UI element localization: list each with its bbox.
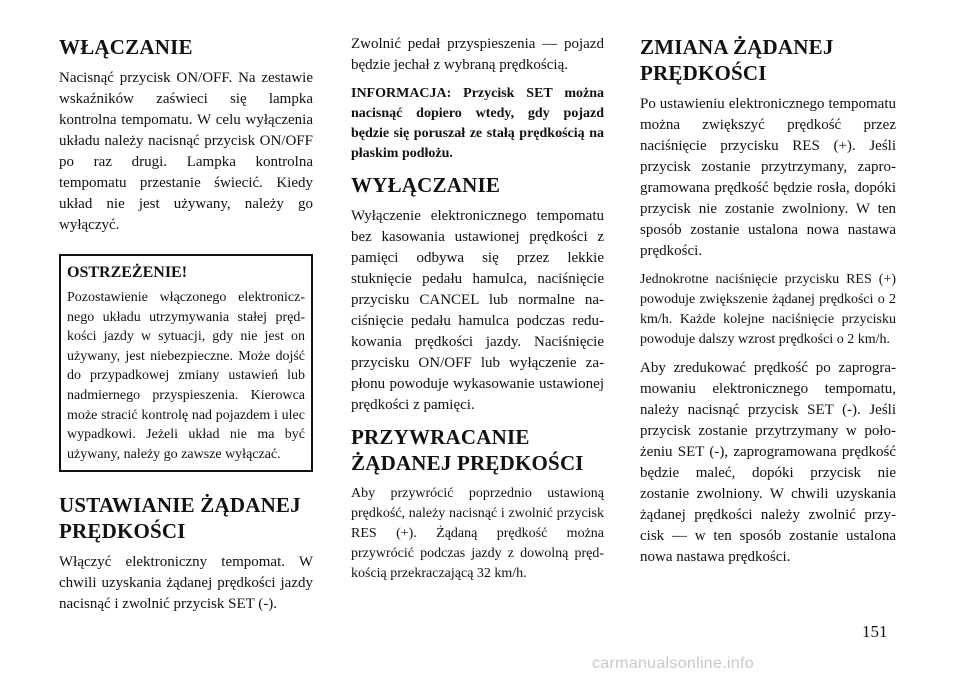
- heading-switching-off: WYŁĄCZANIE: [351, 173, 501, 197]
- watermark: carmanualsonline.info: [592, 655, 754, 672]
- paragraph-switching-off: Wyłączenie elektronicznego tempomatu bez kasowania ustawionej prędkości z pamięci odbywa się przez lekkie stuknięcie pedału hamulca, naciśnięcie przycisku CANCEL lub normalne naciśnięcie pedału hamulca podczas redukowania prędkości jazdy. Naciśnięcie przycisku ON/OFF lub wyłączenie zapłonu powoduje wykasowanie ustawionej prędkości z pamięci.: [351, 208, 604, 413]
- heading-switching-on: WŁĄCZANIE: [59, 35, 193, 59]
- paragraph-switching-on: Nacisnąć przycisk ON/OFF. Na zestawie wskaźników zaświeci się lampka kontrolna tempomatu. W celu wyłączenia układu należy nacisnąć przycisk ON/OFF po raz drugi. Lampka kontrolna tempomatu przestanie świecić. Kiedy układ nie jest używany, należy go wyłączyć.: [59, 70, 313, 233]
- column-right: [640, 34, 896, 576]
- paragraph-increase-speed: Po ustawieniu elektronicznego tempomatu można zwiększyć prędkość przez naciśnięcie przycisku RES (+). Jeśli przycisk zostanie przytrzymany, zaprogramowana prędkość będzie rosła, dopóki przycisk nie zostanie zwolniony. W ten sposób zostanie ustalona nowa nastawa prędkości.: [640, 96, 896, 259]
- warning-text: Pozostawienie włączonego elektronicznego układu utrzymywania stałej prędkości jazdy w sytuacji, gdy nie jest on używany, jest niebezpieczne. Może dojść do przypadkowej zmiany ustawień lub nadmiernego przyspieszenia. Kierowca może stracić kontrolę nad pojazdem i ulec wypadkowi. Jeżeli układ nie ma być używany, należy go zawsze wyłączać.: [67, 290, 305, 462]
- info-note: INFORMACJA: Przycisk SET można nacisnąć dopiero wtedy, gdy pojazd będzie się poruszał ze stałą prędkością na płaskim podłożu.: [351, 86, 604, 161]
- warning-title: OSTRZEŻENIE!: [67, 264, 188, 281]
- paragraph-step-increase: Jednokrotne naciśnięcie przycisku RES (+) powoduje zwiększenie żądanej prędkości o 2 km/h. Każde kolejne naciśnięcie przycisku powoduje dalszy wzrost prędkości o 2 km/h.: [640, 272, 896, 347]
- column-left: [59, 34, 313, 623]
- column-middle: [351, 34, 604, 592]
- paragraph-set-speed: Włączyć elektroniczny tempomat. W chwili uzyskania żądanej prędkości jazdy nacisnąć i zwolnić przycisk SET (-).: [59, 554, 313, 613]
- page-number: 151: [862, 622, 888, 641]
- heading-resume-speed: PRZYWRACANIE ŻĄDANEJ PRĘDKOŚCI: [351, 425, 584, 475]
- heading-set-speed: USTAWIANIE ŻĄDANEJ PRĘDKOŚCI: [59, 493, 301, 544]
- warning-box: [59, 254, 313, 472]
- paragraph-continued: Zwolnić pedał przyspieszenia — pojazd będzie jechał z wybraną prędkością.: [351, 36, 604, 73]
- paragraph-resume-speed: Aby przywrócić poprzednio ustawioną prędkość, należy nacisnąć i zwolnić przycisk RES (+). Żądaną prędkość można przywrócić podczas jazdy z dowolną prędkością przekraczającą 32 km/h.: [351, 486, 604, 581]
- heading-change-speed: ZMIANA ŻĄDANEJ PRĘDKOŚCI: [640, 35, 834, 85]
- paragraph-decrease-speed: Aby zredukować prędkość po zaprogramowaniu elektronicznego tempomatu, należy nacisnąć przycisk SET (-). Jeśli przycisk zostanie przytrzymany w położeniu SET (-), zaprogramowana prędkość będzie maleć, dopóki przycisk nie zostanie zwolniony. W chwili uzyskania żądanej prędkości należy zwolnić przycisk — w ten sposób zostanie ustalona nowa nastawa prędkości.: [640, 360, 896, 565]
